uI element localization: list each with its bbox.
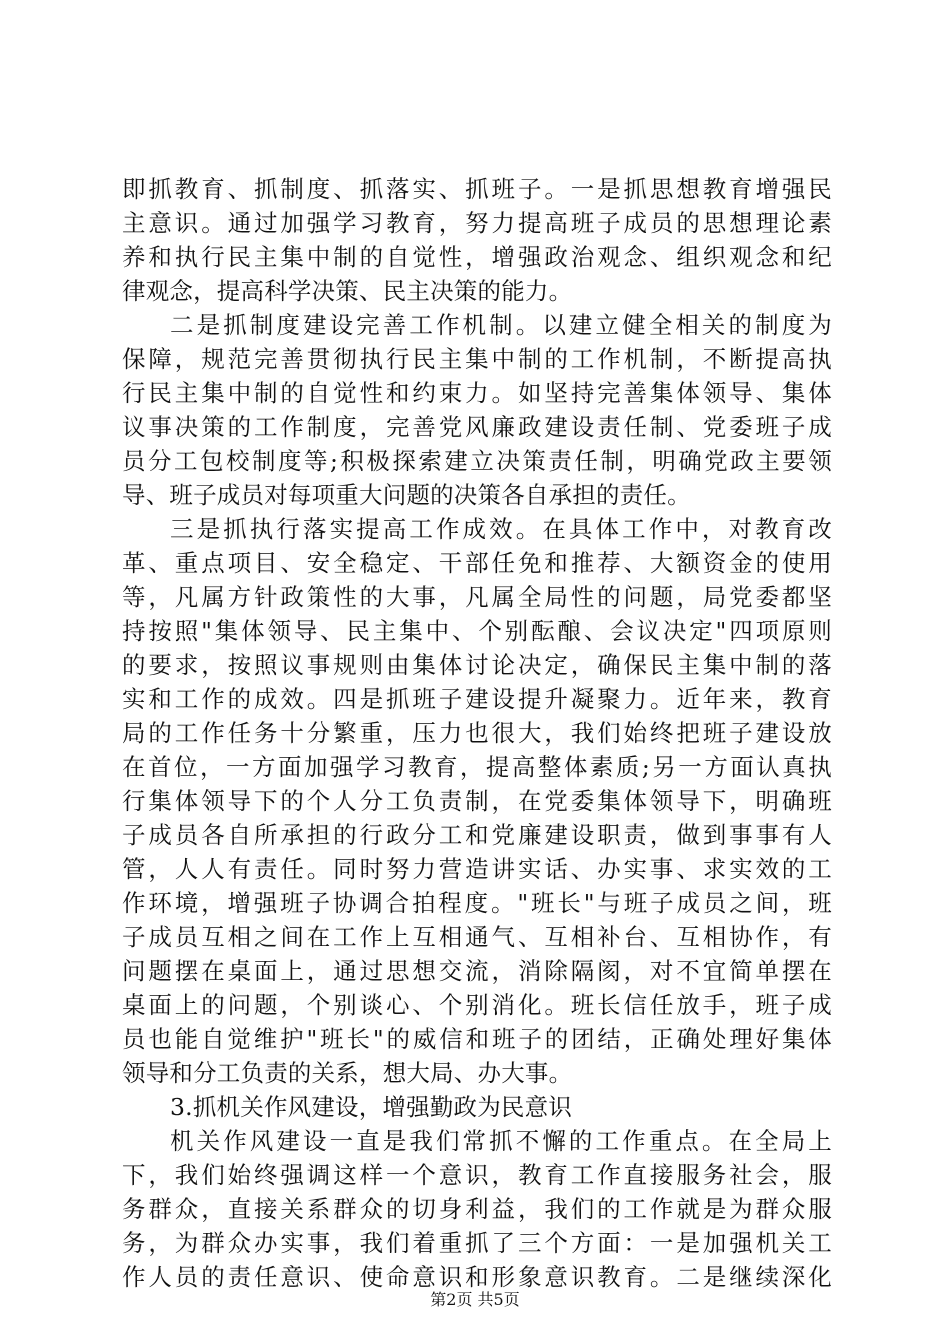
text-line: 行集体领导下的个人分工负责制，在党委集体领导下，明确班 <box>122 787 832 815</box>
paragraph-start-line: 二是抓制度建设完善工作机制。以建立健全相关的制度为 <box>170 311 832 339</box>
text-line: 等，凡属方针政策性的大事，凡属全局性的问题，局党委都坚 <box>122 583 832 611</box>
text-line: 务，为群众办实事，我们着重抓了三个方面：一是加强机关工 <box>122 1229 832 1257</box>
text-line: 员也能自觉维护"班长"的威信和班子的团结，正确处理好集体 <box>122 1025 832 1053</box>
text-line: 桌面上的问题，个别谈心、个别消化。班长信任放手，班子成 <box>122 991 832 1019</box>
text-line: 导、班子成员对每项重大问题的决策各自承担的责任。 <box>122 481 691 509</box>
text-line: 问题摆在桌面上，通过思想交流，消除隔阂，对不宜简单摆在 <box>122 957 832 985</box>
text-line: 作环境，增强班子协调合拍程度。"班长"与班子成员之间，班 <box>122 889 832 917</box>
text-line: 子成员互相之间在工作上互相通气、互相补台、互相协作，有 <box>122 923 832 951</box>
text-line: 持按照"集体领导、民主集中、个别酝酿、会议决定"四项原则 <box>122 617 832 645</box>
text-line: 作人员的责任意识、使命意识和形象意识教育。二是继续深化 <box>122 1263 832 1291</box>
text-line: 即抓教育、抓制度、抓落实、抓班子。一是抓思想教育增强民 <box>122 175 832 203</box>
text-line: 下，我们始终强调这样一个意识，教育工作直接服务社会，服 <box>122 1161 832 1189</box>
page-number-indicator: 第2页 共5页 <box>430 1290 520 1309</box>
text-line: 子成员各自所承担的行政分工和党廉建设职责，做到事事有人 <box>122 821 832 849</box>
text-line: 保障，规范完善贯彻执行民主集中制的工作机制，不断提高执 <box>122 345 832 373</box>
text-line: 局的工作任务十分繁重，压力也很大，我们始终把班子建设放 <box>122 719 832 747</box>
text-line: 员分工包校制度等;积极探索建立决策责任制，明确党政主要领 <box>122 447 832 475</box>
text-line: 行民主集中制的自觉性和约束力。如坚持完善集体领导、集体 <box>122 379 832 407</box>
text-line: 领导和分工负责的关系，想大局、办大事。 <box>122 1059 573 1087</box>
text-line: 养和执行民主集中制的自觉性，增强政治观念、组织观念和纪 <box>122 243 832 271</box>
page-footer <box>0 1290 950 1310</box>
section-heading: 3.抓机关作风建设，增强勤政为民意识 <box>170 1093 573 1121</box>
text-line: 务群众，直接关系群众的切身利益，我们的工作就是为群众服 <box>122 1195 832 1223</box>
body-text <box>122 172 832 1294</box>
text-line: 管，人人有责任。同时努力营造讲实话、办实事、求实效的工 <box>122 855 832 883</box>
text-line: 律观念，提高科学决策、民主决策的能力。 <box>122 277 573 305</box>
text-line: 议事决策的工作制度，完善党风廉政建设责任制、党委班子成 <box>122 413 832 441</box>
paragraph-start-line: 机关作风建设一直是我们常抓不懈的工作重点。在全局上 <box>170 1127 832 1155</box>
text-line: 主意识。通过加强学习教育，努力提高班子成员的思想理论素 <box>122 209 832 237</box>
paragraph-start-line: 三是抓执行落实提高工作成效。在具体工作中，对教育改 <box>170 515 832 543</box>
text-line: 在首位，一方面加强学习教育，提高整体素质;另一方面认真执 <box>122 753 832 781</box>
text-line: 的要求，按照议事规则由集体讨论决定，确保民主集中制的落 <box>122 651 832 679</box>
text-line: 革、重点项目、安全稳定、干部任免和推荐、大额资金的使用 <box>122 549 832 577</box>
text-line: 实和工作的成效。四是抓班子建设提升凝聚力。近年来，教育 <box>122 685 832 713</box>
